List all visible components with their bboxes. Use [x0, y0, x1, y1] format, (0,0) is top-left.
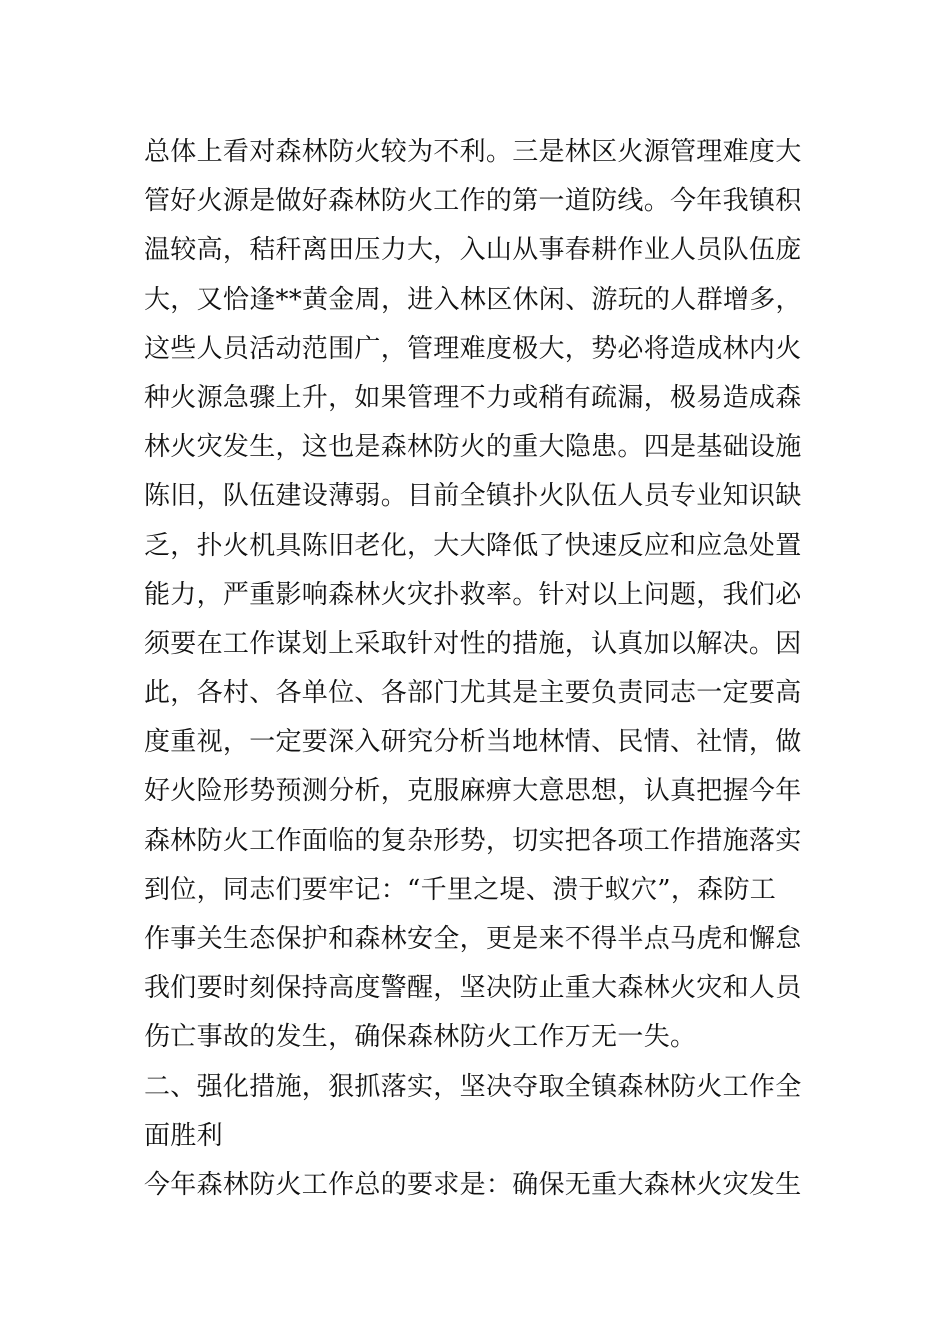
text-line: 这些人员活动范围广，管理难度极大，势必将造成林内火 [144, 333, 802, 364]
text-line: 管好火源是做好森林防火工作的第一道防线。今年我镇积 [144, 186, 802, 217]
text-line: 总体上看对森林防火较为不利。三是林区火源管理难度大 [144, 137, 802, 167]
text-line: 度重视，一定要深入研究分析当地林情、民情、社情，做 [144, 727, 802, 758]
text-line: 林火灾发生，这也是森林防火的重大隐患。四是基础设施 [144, 432, 802, 463]
text-line: 温较高，秸秆离田压力大，入山从事春耕作业人员队伍庞 [144, 235, 802, 266]
text-line: 大，又恰逢**黄金周，进入林区休闲、游玩的人群增多， [144, 284, 802, 315]
text-line: 须要在工作谋划上采取针对性的措施，认真加以解决。因 [144, 628, 802, 659]
document-body [144, 128, 814, 1210]
text-line: 我们要时刻保持高度警醒，坚决防止重大森林火灾和人员 [144, 973, 802, 1004]
text-line: 乏，扑火机具陈旧老化，大大降低了快速反应和应急处置 [144, 530, 802, 561]
text-line: 好火险形势预测分析，克服麻痹大意思想，认真把握今年 [144, 776, 802, 807]
section-heading: 二、强化措施，狠抓落实，坚决夺取全镇森林防火工作全 [144, 1071, 802, 1102]
text-line: 陈旧，队伍建设薄弱。目前全镇扑火队伍人员专业知识缺 [144, 481, 802, 512]
text-line: 伤亡事故的发生，确保森林防火工作万无一失。 [144, 1022, 697, 1053]
text-line: 种火源急骤上升，如果管理不力或稍有疏漏，极易造成森 [144, 382, 802, 413]
section-heading: 面胜利 [144, 1120, 223, 1151]
text-line: 森林防火工作面临的复杂形势，切实把各项工作措施落实 [144, 825, 802, 856]
text-line: 能力，严重影响森林火灾扑救率。针对以上问题，我们必 [144, 579, 802, 610]
text-line: 此，各村、各单位、各部门尤其是主要负责同志一定要高 [144, 678, 802, 709]
text-line: 作事关生态保护和森林安全，更是来不得半点马虎和懈怠 [144, 924, 802, 954]
text-line: 今年森林防火工作总的要求是：确保无重大森林火灾发生 [144, 1169, 802, 1200]
text-line: 到位，同志们要牢记：“千里之堤、溃于蚁穴”，森防工 [144, 874, 777, 905]
